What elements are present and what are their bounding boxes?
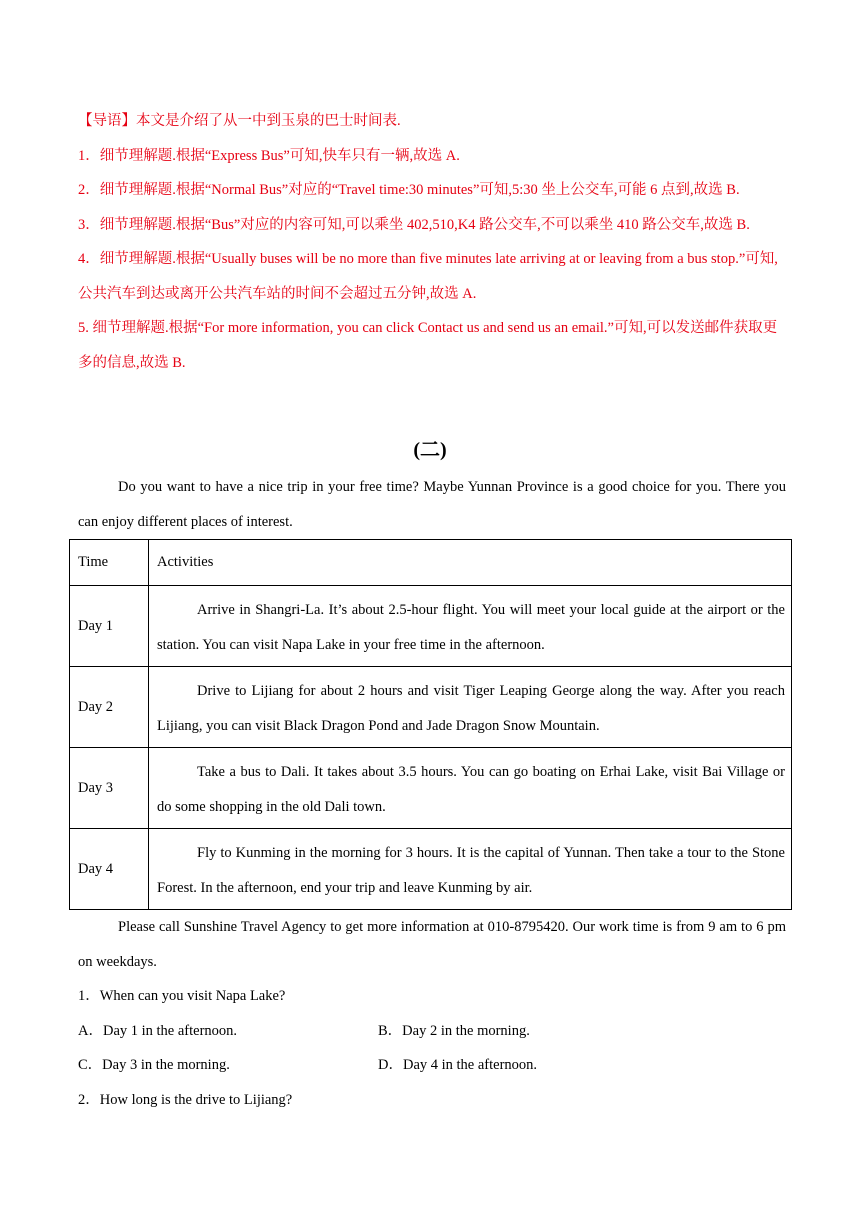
row-activity: Take a bus to Dali. It takes about 3.5 hours. You can go boating on Erhai Lake, visit Bai Village or do some shopping in the old Dali town. — [157, 764, 785, 815]
answer-explanations — [78, 104, 786, 380]
answer-item-4: 4．细节理解题.根据“Usually buses will be no more than five minutes late arriving at or leaving from a bus stop.”可知,公共汽车到达或离开公共汽车站的时间不会超过五分钟,故选 A. — [78, 251, 778, 302]
row-time: Day 2 — [70, 667, 149, 748]
contact-paragraph-block — [78, 910, 786, 979]
row-time: Day 4 — [70, 829, 149, 910]
question-1-option-b: B．Day 2 in the morning. — [378, 1023, 530, 1039]
question-1-option-a: A．Day 1 in the afternoon. — [78, 1023, 238, 1039]
header-activities: Activities — [149, 540, 792, 586]
answer-item-2: 2．细节理解题.根据“Normal Bus”对应的“Travel time:30 minutes”可知,5:30 坐上公交车,可能 6 点到,故选 B. — [78, 182, 740, 198]
table-row — [70, 748, 792, 829]
answer-item-5: 5. 细节理解题.根据“For more information, you can click Contact us and send us an email.”可知,可以发送邮件获取更多的信息,故选 B. — [78, 320, 778, 371]
row-time: Day 3 — [70, 748, 149, 829]
answer-item-1: 1．细节理解题.根据“Express Bus”可知,快车只有一辆,故选 A. — [78, 147, 460, 164]
row-time: Day 1 — [70, 586, 149, 667]
table-header-row — [70, 540, 792, 586]
answer-intro: 【导语】本文是介绍了从一中到玉泉的巴士时间表. — [78, 113, 401, 129]
answer-item-3: 3．细节理解题.根据“Bus”对应的内容可知,可以乘坐 402,510,K4 路公交车,不可以乘坐 410 路公交车,故选 B. — [78, 216, 750, 233]
row-activity: Fly to Kunming in the morning for 3 hours. It is the capital of Yunnan. Then take a tour to the Stone Forest. In the afternoon, end your trip and leave Kunming by air. — [157, 845, 785, 896]
contact-paragraph: Please call Sunshine Travel Agency to get more information at 010-8795420. Our work time is from 9 am to 6 pm on weekdays. — [78, 919, 786, 970]
question-1-option-d: D．Day 4 in the afternoon. — [378, 1057, 538, 1073]
question-1: 1．When can you visit Napa Lake? — [78, 988, 286, 1004]
question-2: 2．How long is the drive to Lijiang? — [78, 1092, 293, 1108]
table-row — [70, 667, 792, 748]
intro-paragraph: Do you want to have a nice trip in your free time? Maybe Yunnan Province is a good choice for you. There you can enjoy different places of interest. — [78, 479, 786, 530]
row-activity: Arrive in Shangri-La. It’s about 2.5-hour flight. You will meet your local guide at the airport or the station. You can visit Napa Lake in your free time in the afternoon. — [157, 602, 785, 653]
intro-paragraph-block — [78, 470, 786, 539]
question-1-option-c: C．Day 3 in the morning. — [78, 1057, 230, 1073]
header-time: Time — [70, 540, 149, 586]
row-activity: Drive to Lijiang for about 2 hours and visit Tiger Leaping George along the way. After you reach Lijiang, you can visit Black Dragon Pond and Jade Dragon Snow Mountain. — [157, 683, 785, 734]
section-title: (二) — [413, 439, 447, 461]
table-row — [70, 586, 792, 667]
itinerary-table — [69, 539, 792, 910]
table-row — [70, 829, 792, 910]
